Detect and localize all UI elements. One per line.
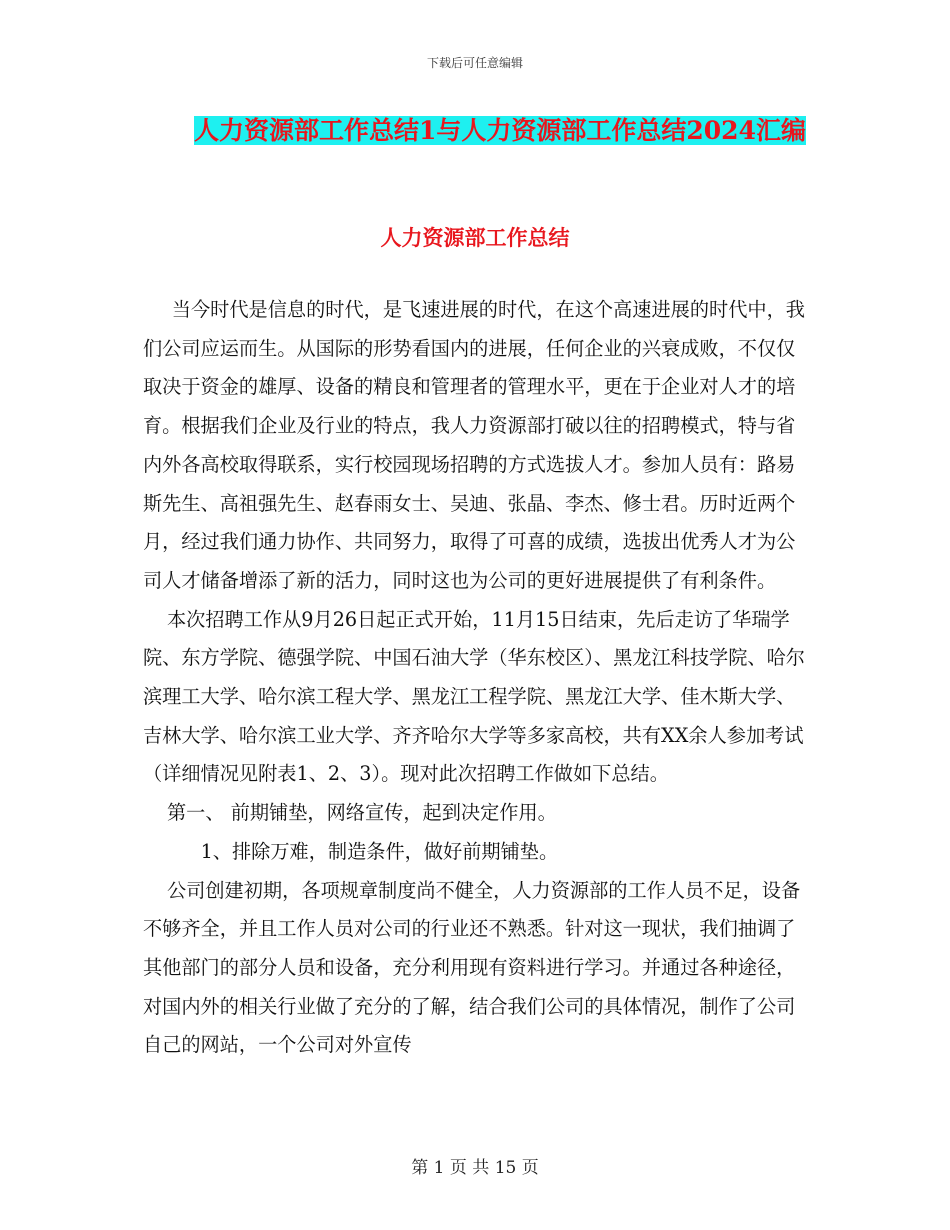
document-body	[143, 291, 808, 1065]
paragraph-recruitment: 本次招聘工作从9月26日起正式开始，11月15日结束，先后走访了华瑞学院、东方学院、德强学院、中国石油大学（华东校区）、黑龙江科技学院、哈尔滨理工大学、哈尔滨工程大学、黑龙江工程学院、黑龙江大学、佳木斯大学、吉林大学、哈尔滨工业大学、齐齐哈尔大学等多家高校，共有XX余人参加考试（详细情况见附表1、2、3）。现对此次招聘工作做如下总结。	[143, 607, 805, 786]
document-title-text: 人力资源部工作总结1与人力资源部工作总结2024汇编	[194, 116, 806, 145]
paragraph-intro: 当今时代是信息的时代，是飞速进展的时代，在这个高速进展的时代中，我们公司应运而生。从国际的形势看国内的进展，任何企业的兴衰成败，不仅仅取决于资金的雄厚、设备的精良和管理者的管理水平，更在于企业对人才的培育。根据我们企业及行业的特点，我人力资源部打破以往的招聘模式，特与省内外各高校取得联系，实行校园现场招聘的方式选拔人才。参加人员有：路易斯先生、高祖强先生、赵春雨女士、吴迪、张晶、李杰、修士君。历时近两个月，经过我们通力协作、共同努力，取得了可喜的成绩，选拔出优秀人才为公司人才储备增添了新的活力，同时这也为公司的更好进展提供了有利条件。	[143, 298, 805, 592]
header-note: 下载后可任意编辑	[426, 56, 523, 70]
paragraph-subheading-1: 1、排除万难，制造条件，做好前期铺垫。	[200, 839, 559, 863]
section-title: 人力资源部工作总结	[380, 225, 570, 250]
paragraph-heading-first: 第一、 前期铺垫，网络宣传，起到决定作用。	[167, 801, 557, 825]
paragraph-early-stage: 公司创建初期，各项规章制度尚不健全，人力资源部的工作人员不足，设备不够齐全，并且工作人员对公司的行业还不熟悉。针对这一现状，我们抽调了其他部门的部分人员和设备，充分利用现有资料进行学习。并通过各种途径，对国内外的相关行业做了充分的了解，结合我们公司的具体情况，制作了公司自己的网站，一个公司对外宣传	[143, 878, 801, 1057]
document-title	[180, 108, 820, 154]
page-footer: 第 1 页 共 15 页	[411, 1158, 539, 1178]
